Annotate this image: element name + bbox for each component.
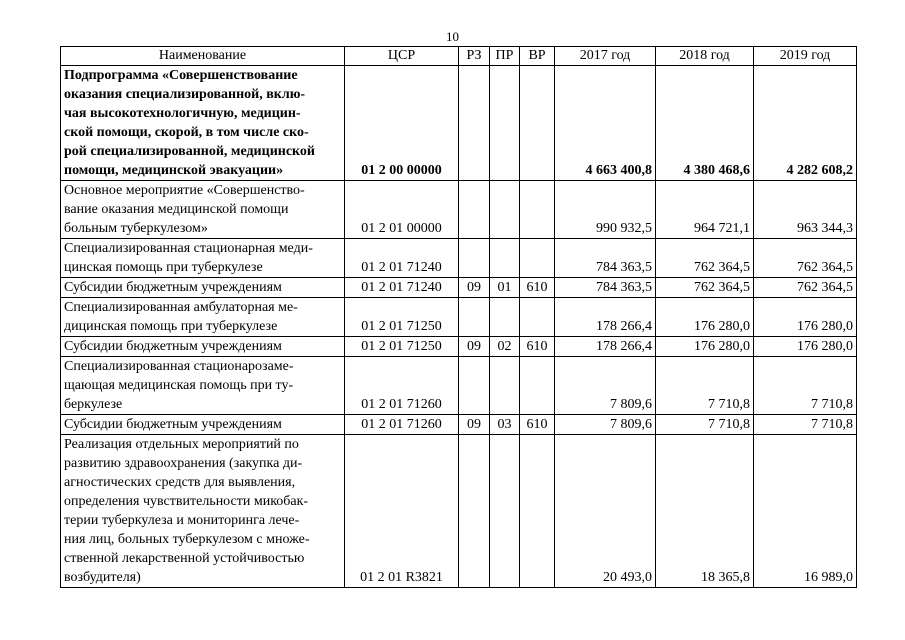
row-csr: 01 2 00 00000 xyxy=(345,66,459,181)
header-row xyxy=(61,47,857,66)
header-2018: 2018 год xyxy=(656,47,754,66)
table-row-subprogram xyxy=(61,66,857,181)
row-vr: 610 xyxy=(520,415,555,435)
row-name: Подпрограмма «Совершенствование оказания специализированной, вклю- чая высокотехнологичную, медицин- ской помощи, скорой, в том числе ско- рой специализированной, медицинской помощи, медицинской эвакуации» xyxy=(61,66,345,181)
header-csr: ЦСР xyxy=(345,47,459,66)
row-2019: 762 364,5 xyxy=(754,239,857,278)
row-2019: 176 280,0 xyxy=(754,337,857,357)
row-2017: 178 266,4 xyxy=(555,337,656,357)
row-pr xyxy=(490,298,520,337)
header-name: Наименование xyxy=(61,47,345,66)
table-row xyxy=(61,337,857,357)
row-name: Субсидии бюджетным учреждениям xyxy=(61,415,345,435)
row-rz: 09 xyxy=(459,278,490,298)
row-2018: 7 710,8 xyxy=(656,415,754,435)
row-csr: 01 2 01 71260 xyxy=(345,415,459,435)
row-rz xyxy=(459,66,490,181)
table-row xyxy=(61,435,857,588)
row-2017: 784 363,5 xyxy=(555,239,656,278)
page-number: 10 xyxy=(446,29,459,44)
row-pr xyxy=(490,66,520,181)
table-row xyxy=(61,415,857,435)
row-2019: 176 280,0 xyxy=(754,298,857,337)
table-row xyxy=(61,181,857,239)
row-vr xyxy=(520,298,555,337)
row-pr xyxy=(490,239,520,278)
row-2017: 784 363,5 xyxy=(555,278,656,298)
row-vr xyxy=(520,181,555,239)
row-rz xyxy=(459,435,490,588)
row-2017: 7 809,6 xyxy=(555,415,656,435)
row-2017: 7 809,6 xyxy=(555,357,656,415)
row-csr: 01 2 01 71250 xyxy=(345,298,459,337)
row-2019: 963 344,3 xyxy=(754,181,857,239)
row-rz xyxy=(459,298,490,337)
row-vr xyxy=(520,239,555,278)
table-row xyxy=(61,357,857,415)
row-name: Специализированная стационарозаме- щающая медицинская помощь при ту- беркулезе xyxy=(61,357,345,415)
table-row xyxy=(61,278,857,298)
row-2018: 762 364,5 xyxy=(656,239,754,278)
row-pr: 02 xyxy=(490,337,520,357)
row-rz xyxy=(459,357,490,415)
row-pr: 01 xyxy=(490,278,520,298)
row-csr: 01 2 01 71240 xyxy=(345,278,459,298)
row-name: Специализированная стационарная меди- цинская помощь при туберкулезе xyxy=(61,239,345,278)
row-rz xyxy=(459,181,490,239)
row-2019: 7 710,8 xyxy=(754,357,857,415)
header-rz: РЗ xyxy=(459,47,490,66)
row-csr: 01 2 01 R3821 xyxy=(345,435,459,588)
row-name: Реализация отдельных мероприятий по развитию здравоохранения (закупка ди- агностических средств для выявления, определения чувствительности микобак- терии туберкулеза и мониторинга лече- ния лиц, больных туберкулезом с множе- ственной лекарственной устойчивостью возбудителя) xyxy=(61,435,345,588)
row-2019: 16 989,0 xyxy=(754,435,857,588)
table-row xyxy=(61,239,857,278)
row-csr: 01 2 01 71260 xyxy=(345,357,459,415)
row-name: Специализированная амбулаторная ме- дицинская помощь при туберкулезе xyxy=(61,298,345,337)
row-vr: 610 xyxy=(520,278,555,298)
row-pr: 03 xyxy=(490,415,520,435)
header-2017: 2017 год xyxy=(555,47,656,66)
row-csr: 01 2 01 71250 xyxy=(345,337,459,357)
budget-table xyxy=(60,46,857,588)
row-2017: 990 932,5 xyxy=(555,181,656,239)
row-csr: 01 2 01 00000 xyxy=(345,181,459,239)
row-vr xyxy=(520,357,555,415)
row-vr xyxy=(520,435,555,588)
row-2019: 762 364,5 xyxy=(754,278,857,298)
row-name: Субсидии бюджетным учреждениям xyxy=(61,337,345,357)
row-rz: 09 xyxy=(459,415,490,435)
row-2019: 7 710,8 xyxy=(754,415,857,435)
row-2018: 176 280,0 xyxy=(656,298,754,337)
row-rz xyxy=(459,239,490,278)
header-vr: ВР xyxy=(520,47,555,66)
header-pr: ПР xyxy=(490,47,520,66)
row-2018: 762 364,5 xyxy=(656,278,754,298)
row-vr xyxy=(520,66,555,181)
row-pr xyxy=(490,357,520,415)
row-vr: 610 xyxy=(520,337,555,357)
row-name: Основное мероприятие «Совершенство- вание оказания медицинской помощи больным туберкулезом» xyxy=(61,181,345,239)
row-2017: 4 663 400,8 xyxy=(555,66,656,181)
table-row xyxy=(61,298,857,337)
row-name: Субсидии бюджетным учреждениям xyxy=(61,278,345,298)
row-2018: 964 721,1 xyxy=(656,181,754,239)
row-pr xyxy=(490,435,520,588)
row-2018: 176 280,0 xyxy=(656,337,754,357)
row-2017: 20 493,0 xyxy=(555,435,656,588)
row-csr: 01 2 01 71240 xyxy=(345,239,459,278)
row-2018: 7 710,8 xyxy=(656,357,754,415)
row-pr xyxy=(490,181,520,239)
header-2019: 2019 год xyxy=(754,47,857,66)
row-2018: 18 365,8 xyxy=(656,435,754,588)
row-rz: 09 xyxy=(459,337,490,357)
row-2018: 4 380 468,6 xyxy=(656,66,754,181)
row-2019: 4 282 608,2 xyxy=(754,66,857,181)
row-2017: 178 266,4 xyxy=(555,298,656,337)
